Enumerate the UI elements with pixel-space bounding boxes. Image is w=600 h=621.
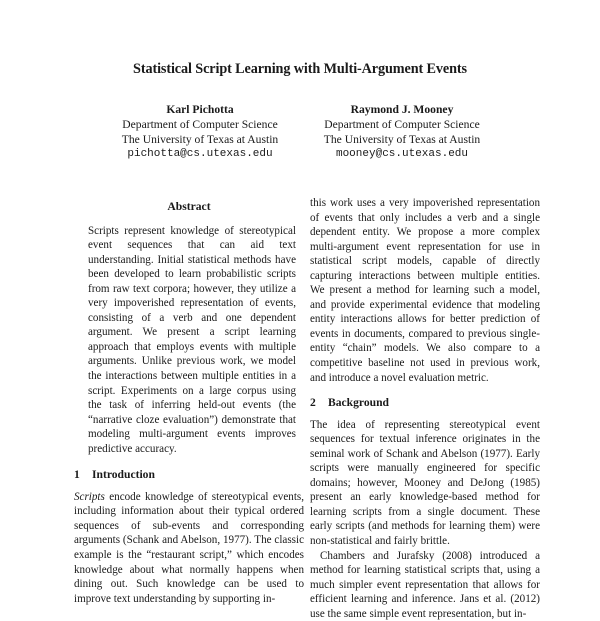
left-column <box>74 196 304 606</box>
author-block-2 <box>287 103 517 162</box>
author-email: pichotta@cs.utexas.edu <box>127 148 273 161</box>
author-email: mooney@cs.utexas.edu <box>335 148 469 161</box>
author-department: Department of Computer Science <box>324 117 480 131</box>
intro-lead-word: Scripts <box>74 490 105 503</box>
paper-title: Statistical Script Learning with Multi-Argument Events <box>133 61 467 77</box>
author-name: Raymond J. Mooney <box>350 103 454 116</box>
continuation-paragraph: this work uses a very impoverished representation of events that only includes a verb and a single dependent entity. We propose a more complex multi-argument event representation for use in statistical script models, capable of directly capturing interactions between multiple entities. We present a method for learning such a model, and provide experimental evidence that modeling entity interactions allows for better prediction of events in documents, compared to previous single-entity “chain” models. We also compare to a competitive baseline not used in previous work, and introduce a novel evaluation metric. <box>310 197 540 384</box>
author-department: Department of Computer Science <box>122 117 278 131</box>
section-number: 2 <box>310 396 316 410</box>
abstract-text: Scripts represent knowledge of stereotypical event sequences that can aid text understanding. Initial statistical methods have been developed to learn probabilistic scripts from raw text corpora; however, they utilize a very impoverished representation of events, consisting of a verb and one dependent argument. We present a script learning approach that employs events with multiple arguments. Unlike previous work, we model the interactions between multiple entities in a script. Experiments on a large corpus using the task of inferring held-out events (the “narrative cloze evaluation”) demonstrate that modeling multi-argument events improves predictive accuracy. <box>88 224 296 455</box>
abstract-heading: Abstract <box>167 200 211 213</box>
section-heading-introduction <box>74 468 304 483</box>
section-number: 1 <box>74 468 80 482</box>
right-column <box>310 196 540 621</box>
author-university: The University of Texas at Austin <box>121 132 279 146</box>
author-block-1 <box>85 103 315 162</box>
introduction-paragraph <box>74 490 304 606</box>
background-paragraph-2: Chambers and Jurafsky (2008) introduced a method for learning statistical scripts that, using a much simpler event representation that allows for efficient learning and inference. Jans et al. (2012) use the same simple event representation, but in- <box>310 549 540 620</box>
author-name: Karl Pichotta <box>166 103 234 116</box>
section-title: Introduction <box>92 468 155 482</box>
section-heading-background <box>310 396 540 411</box>
section-title: Background <box>328 396 389 410</box>
author-university: The University of Texas at Austin <box>323 132 481 146</box>
background-paragraph-1: The idea of representing stereotypical event sequences for textual inference originates in the seminal work of Schank and Abelson (1977). Early scripts were manually engineered for specific domains; however, Mooney and DeJong (1985) present an early knowledge-based method for learning scripts from a single document. These early scripts (and methods for learning them) were non-statistical and fairly brittle. <box>310 418 540 548</box>
intro-text: encode knowledge of stereotypical events, including information about their typical ordered sequences of sub-events and corresponding arguments (Schank and Abelson, 1977). The classic example is the “restaurant script,” which encodes knowledge about what normally happens when dining out. Such knowledge can be used to improve text understanding by supporting in- <box>74 490 304 605</box>
